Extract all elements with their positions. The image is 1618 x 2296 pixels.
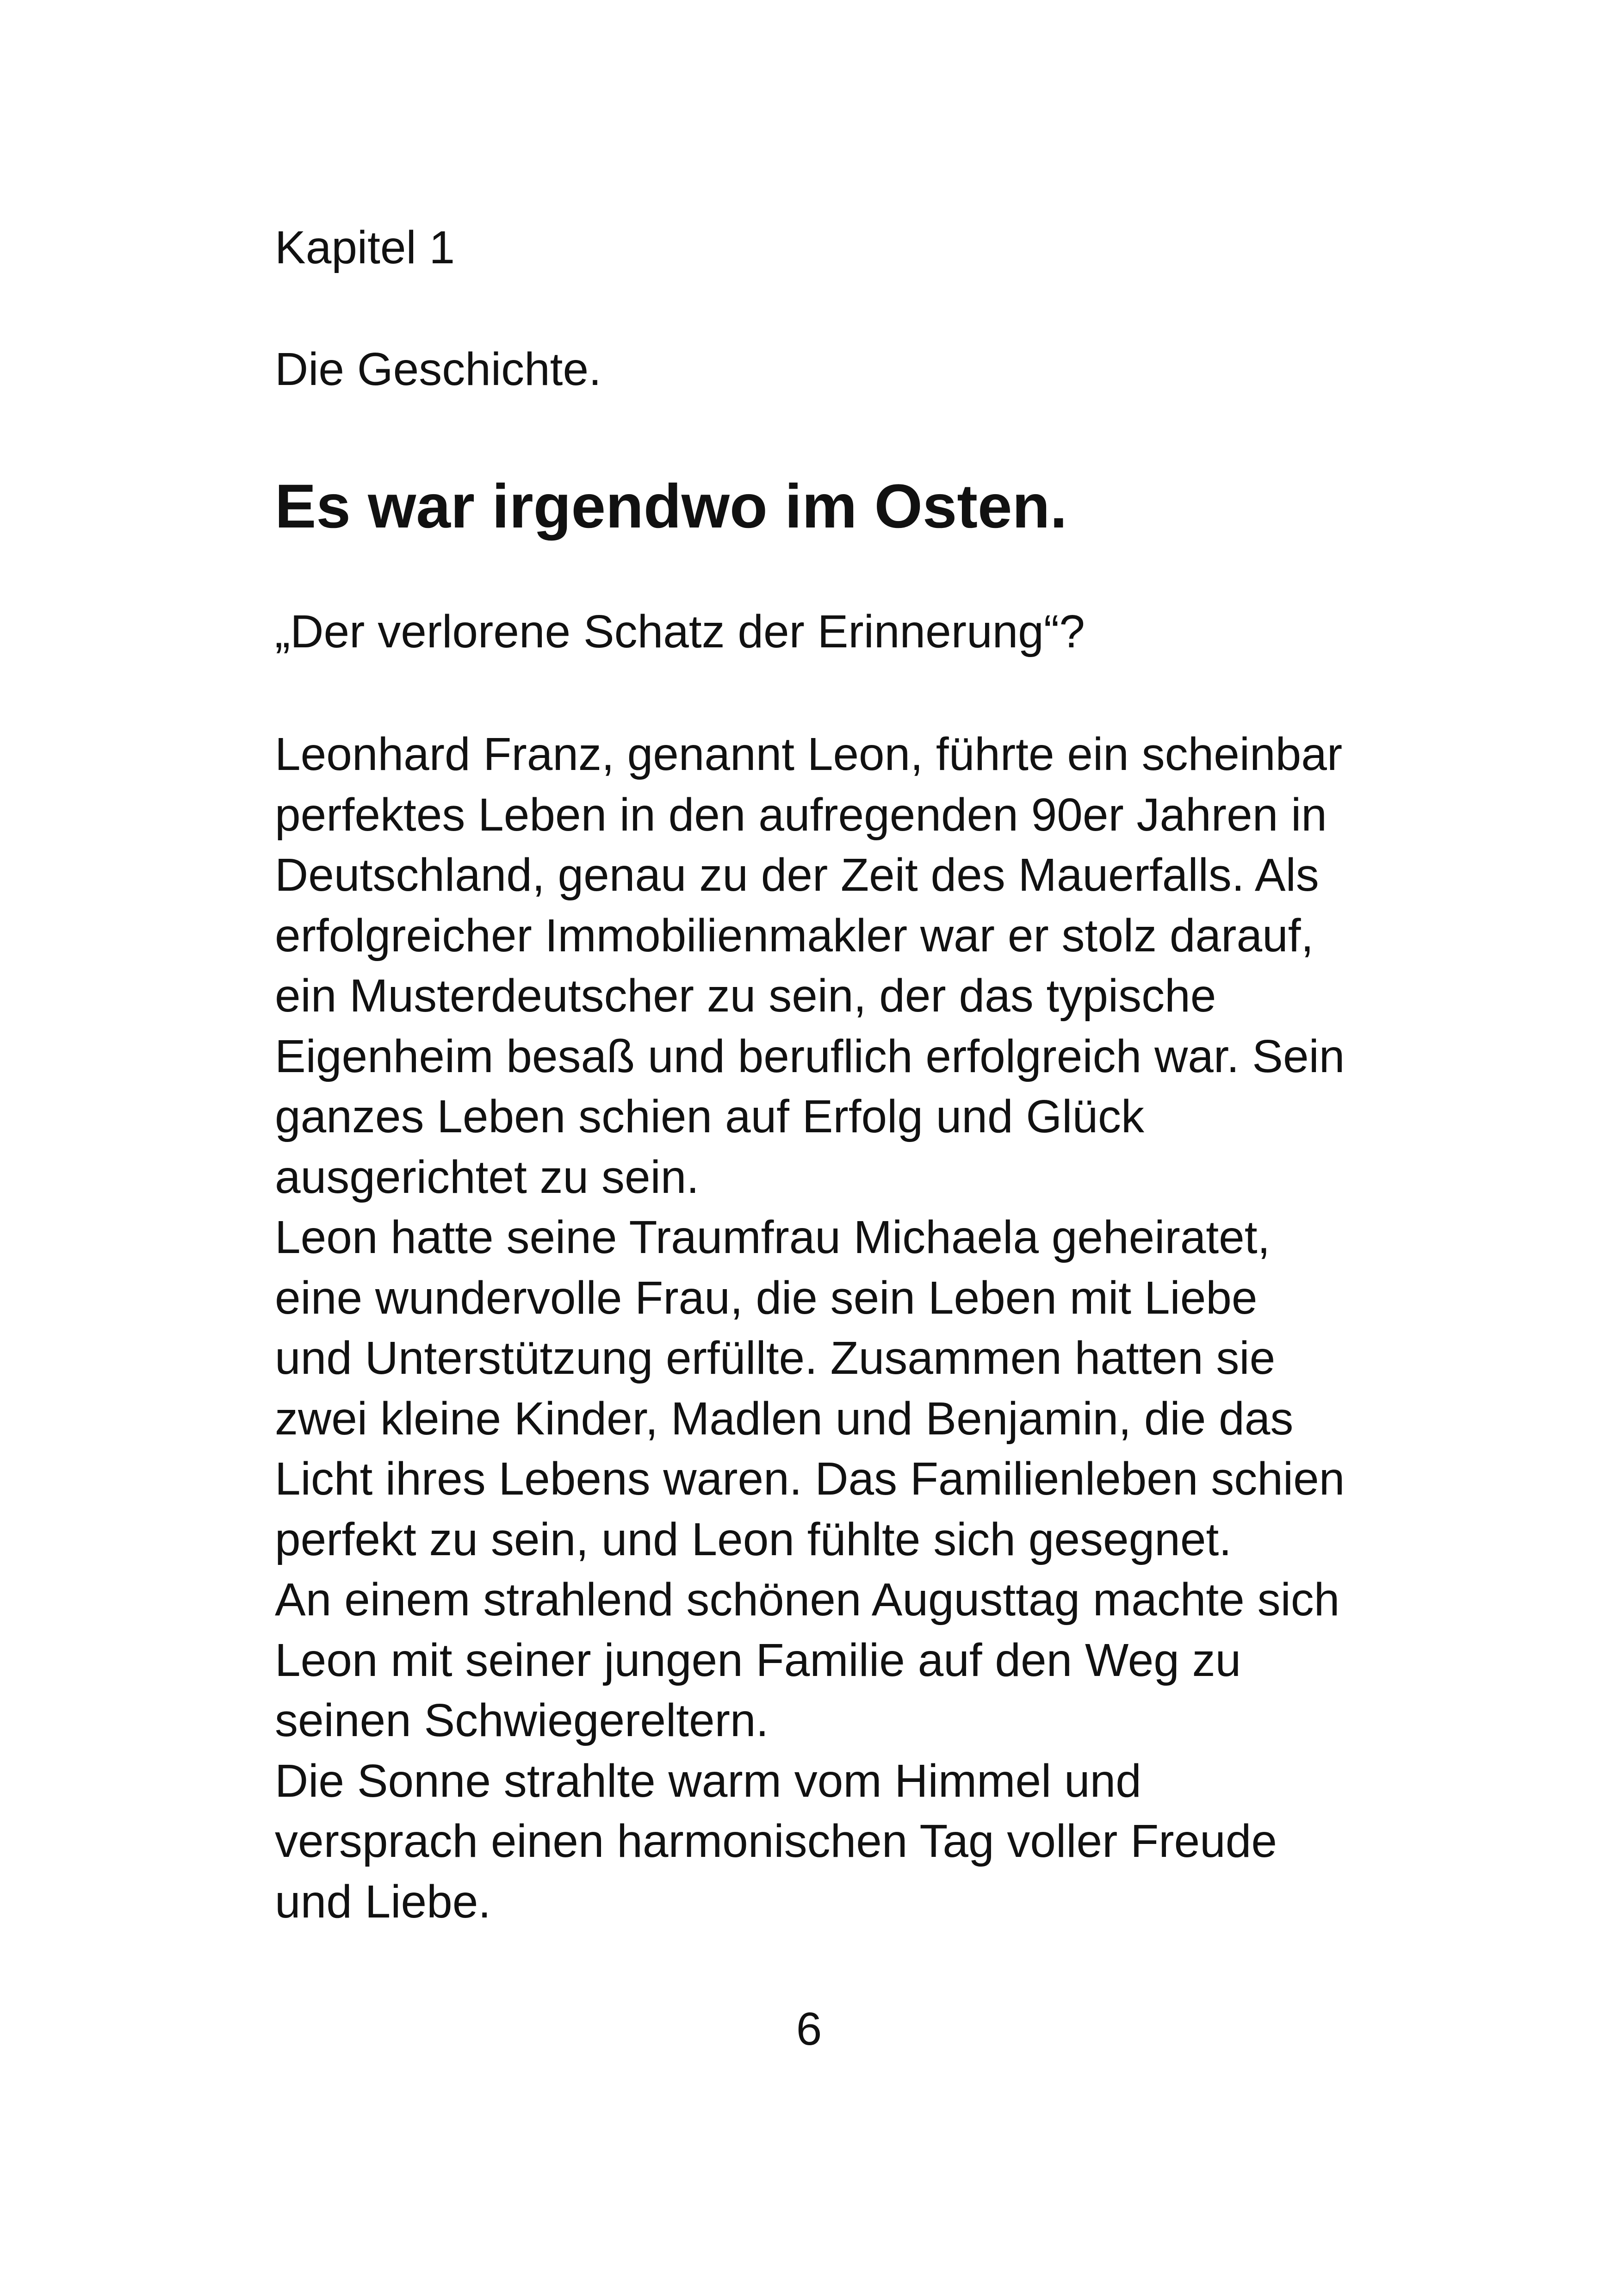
body-line: ausgerichtet zu sein. — [275, 1151, 700, 1203]
body-line: Die Sonne strahlte warm vom Himmel und — [275, 1755, 1141, 1807]
body-line: An einem strahlend schönen Augusttag machte sich — [275, 1574, 1340, 1626]
body-line: ein Musterdeutscher zu sein, der das typische — [275, 970, 1216, 1022]
chapter-label: Kapitel 1 — [275, 222, 455, 273]
body-line: Leon hatte seine Traumfrau Michaela geheiratet, — [275, 1211, 1271, 1263]
body-text — [275, 724, 1385, 1932]
body-line: perfekt zu sein, und Leon fühlte sich gesegnet. — [275, 1513, 1232, 1565]
tagline: „Der verlorene Schatz der Erinnerung“? — [275, 606, 1085, 658]
section-heading: Es war irgendwo im Osten. — [275, 472, 1067, 541]
body-line: Deutschland, genau zu der Zeit des Mauerfalls. Als — [275, 849, 1319, 901]
body-line: versprach einen harmonischen Tag voller Freude — [275, 1815, 1277, 1867]
body-line: seinen Schwiegereltern. — [275, 1694, 769, 1746]
body-line: perfektes Leben in den aufregenden 90er Jahren in — [275, 788, 1327, 841]
body-line: Licht ihres Lebens waren. Das Familienleben schien — [275, 1453, 1345, 1505]
body-line: Eigenheim besaß und beruflich erfolgreich war. Sein — [275, 1030, 1345, 1082]
body-line: Leon mit seiner jungen Familie auf den Weg zu — [275, 1634, 1241, 1686]
page-number: 6 — [796, 2003, 822, 2055]
body-line: Leonhard Franz, genannt Leon, führte ein scheinbar — [275, 728, 1343, 780]
body-line: und Liebe. — [275, 1875, 491, 1928]
body-line: erfolgreicher Immobilienmakler war er stolz darauf, — [275, 909, 1314, 962]
body-line: ganzes Leben schien auf Erfolg und Glück — [275, 1091, 1145, 1142]
chapter-subtitle: Die Geschichte. — [275, 343, 601, 395]
body-line: eine wundervolle Frau, die sein Leben mit Liebe — [275, 1272, 1258, 1324]
body-line: und Unterstützung erfüllte. Zusammen hatten sie — [275, 1332, 1276, 1384]
body-line: zwei kleine Kinder, Madlen und Benjamin, die das — [275, 1392, 1294, 1445]
